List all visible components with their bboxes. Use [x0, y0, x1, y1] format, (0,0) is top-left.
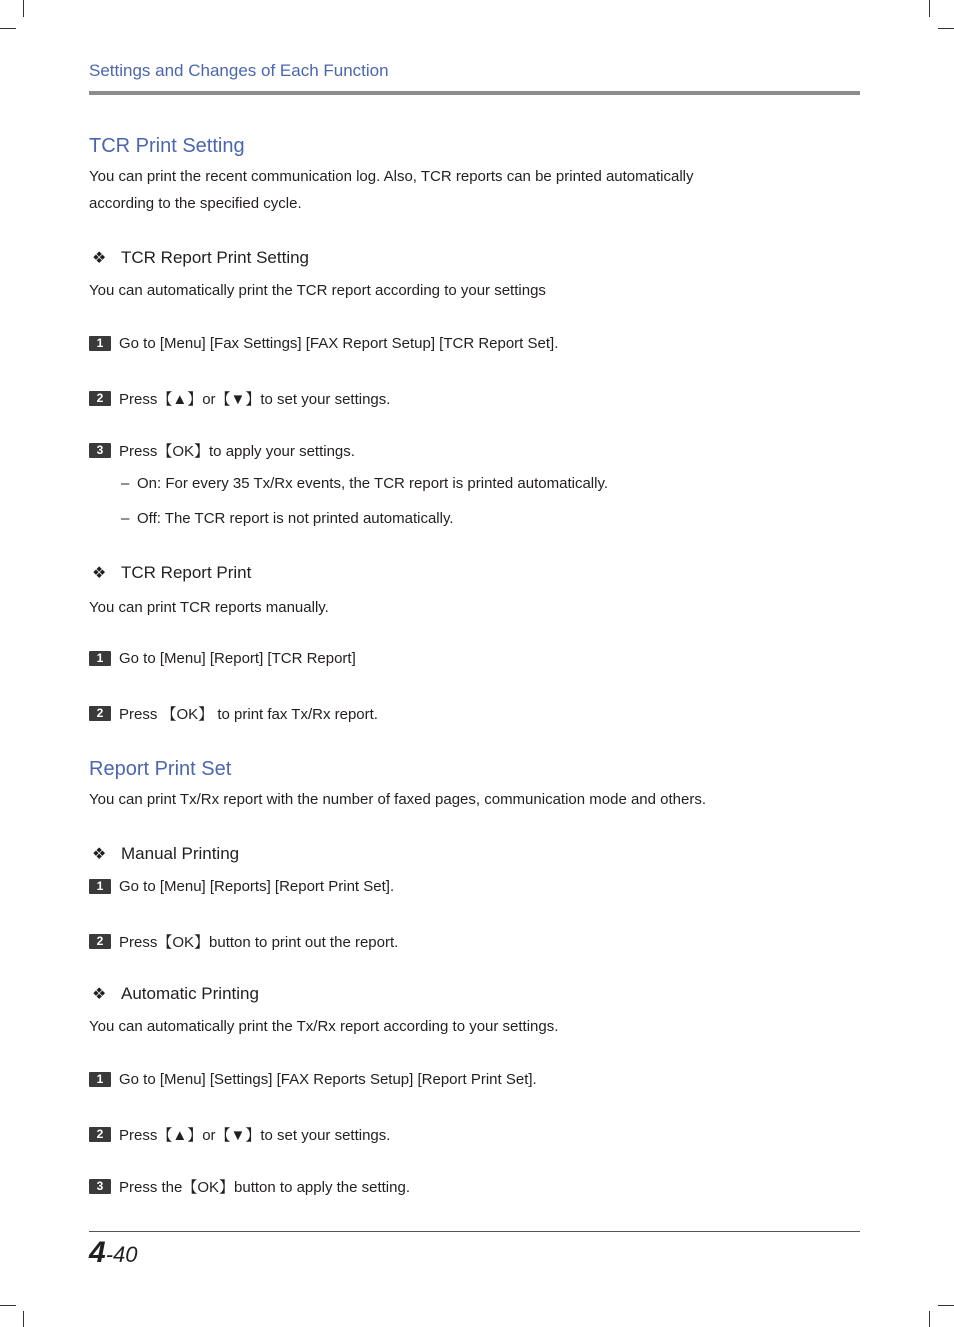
step-text: Press 【OK】 to print fax Tx/Rx report. [119, 706, 378, 723]
diamond-bullet-icon: ❖ [92, 250, 107, 267]
diamond-bullet-icon: ❖ [92, 565, 107, 582]
step-number: 3 [89, 1179, 111, 1194]
step-number: 2 [89, 1127, 111, 1142]
step-text: Press the【OK】button to apply the setting. [119, 1179, 410, 1196]
step-number: 1 [89, 1072, 111, 1087]
subsection-title: Manual Printing [121, 844, 240, 863]
step-text: Press【OK】to apply your settings. [119, 443, 355, 460]
step-item [89, 335, 558, 352]
step-item [89, 1071, 537, 1088]
subsection-title: Automatic Printing [121, 984, 259, 1003]
subsection-heading [89, 248, 309, 268]
step-text: Go to [Menu] [Settings] [FAX Reports Setup] [Report Print Set]. [119, 1071, 537, 1088]
header-rule [89, 91, 860, 95]
crop-mark [23, 1311, 24, 1327]
crop-mark [929, 0, 930, 17]
diamond-bullet-icon: ❖ [92, 846, 107, 863]
chapter-number: 4 [89, 1236, 106, 1269]
subsection-heading [89, 563, 251, 583]
step-number: 1 [89, 651, 111, 666]
crop-mark [0, 1305, 16, 1306]
step-number: 1 [89, 879, 111, 894]
step-item [89, 1176, 410, 1197]
subsection-title: TCR Report Print Setting [121, 248, 310, 267]
note-text: Off: The TCR report is not printed automatically. [137, 510, 454, 527]
step-text: Press【OK】button to print out the report. [119, 934, 399, 951]
step-item [89, 1124, 390, 1145]
note-item [121, 475, 608, 492]
crop-mark [23, 0, 24, 17]
page-suffix: -40 [105, 1242, 138, 1267]
step-text: Go to [Menu] [Report] [TCR Report] [119, 650, 356, 667]
subsection-heading [89, 984, 259, 1004]
step-text: Press【▲】or【▼】to set your settings. [119, 391, 391, 408]
step-item [89, 878, 394, 895]
footer-rule [89, 1231, 860, 1232]
section-title: Report Print Set [89, 758, 232, 780]
subsection-intro: You can automatically print the Tx/Rx report according to your settings. [89, 1018, 559, 1035]
dash-marker: – [121, 510, 130, 527]
crop-mark [938, 28, 954, 29]
subsection-intro: You can automatically print the TCR report according to your settings [89, 282, 546, 299]
page-number [89, 1236, 137, 1270]
step-number: 1 [89, 336, 111, 351]
step-number: 2 [89, 391, 111, 406]
step-number: 2 [89, 706, 111, 721]
step-item [89, 650, 356, 667]
step-text: Go to [Menu] [Reports] [Report Print Set]. [119, 878, 395, 895]
subsection-title: TCR Report Print [121, 563, 252, 582]
step-item [89, 703, 378, 724]
dash-marker: – [121, 475, 130, 492]
step-text: Press【▲】or【▼】to set your settings. [119, 1127, 391, 1144]
subsection-intro: You can print TCR reports manually. [89, 599, 329, 616]
diamond-bullet-icon: ❖ [92, 986, 107, 1003]
crop-mark [938, 1305, 954, 1306]
section-intro: You can print Tx/Rx report with the number of faxed pages, communication mode and others. [89, 791, 707, 808]
running-header: Settings and Changes of Each Function [89, 61, 389, 80]
note-text: On: For every 35 Tx/Rx events, the TCR report is printed automatically. [137, 475, 609, 492]
step-item [89, 388, 390, 409]
section-intro: You can print the recent communication log. Also, TCR reports can be printed automatically [89, 168, 694, 185]
crop-mark [0, 28, 16, 29]
note-item [121, 510, 454, 527]
step-text: Go to [Menu] [Fax Settings] [FAX Report Setup] [TCR Report Set]. [119, 335, 559, 352]
crop-mark [929, 1311, 930, 1327]
step-item [89, 440, 355, 461]
step-number: 2 [89, 934, 111, 949]
step-item [89, 931, 398, 952]
step-number: 3 [89, 443, 111, 458]
section-intro: according to the specified cycle. [89, 195, 302, 212]
section-title: TCR Print Setting [89, 135, 245, 157]
subsection-heading [89, 844, 239, 864]
